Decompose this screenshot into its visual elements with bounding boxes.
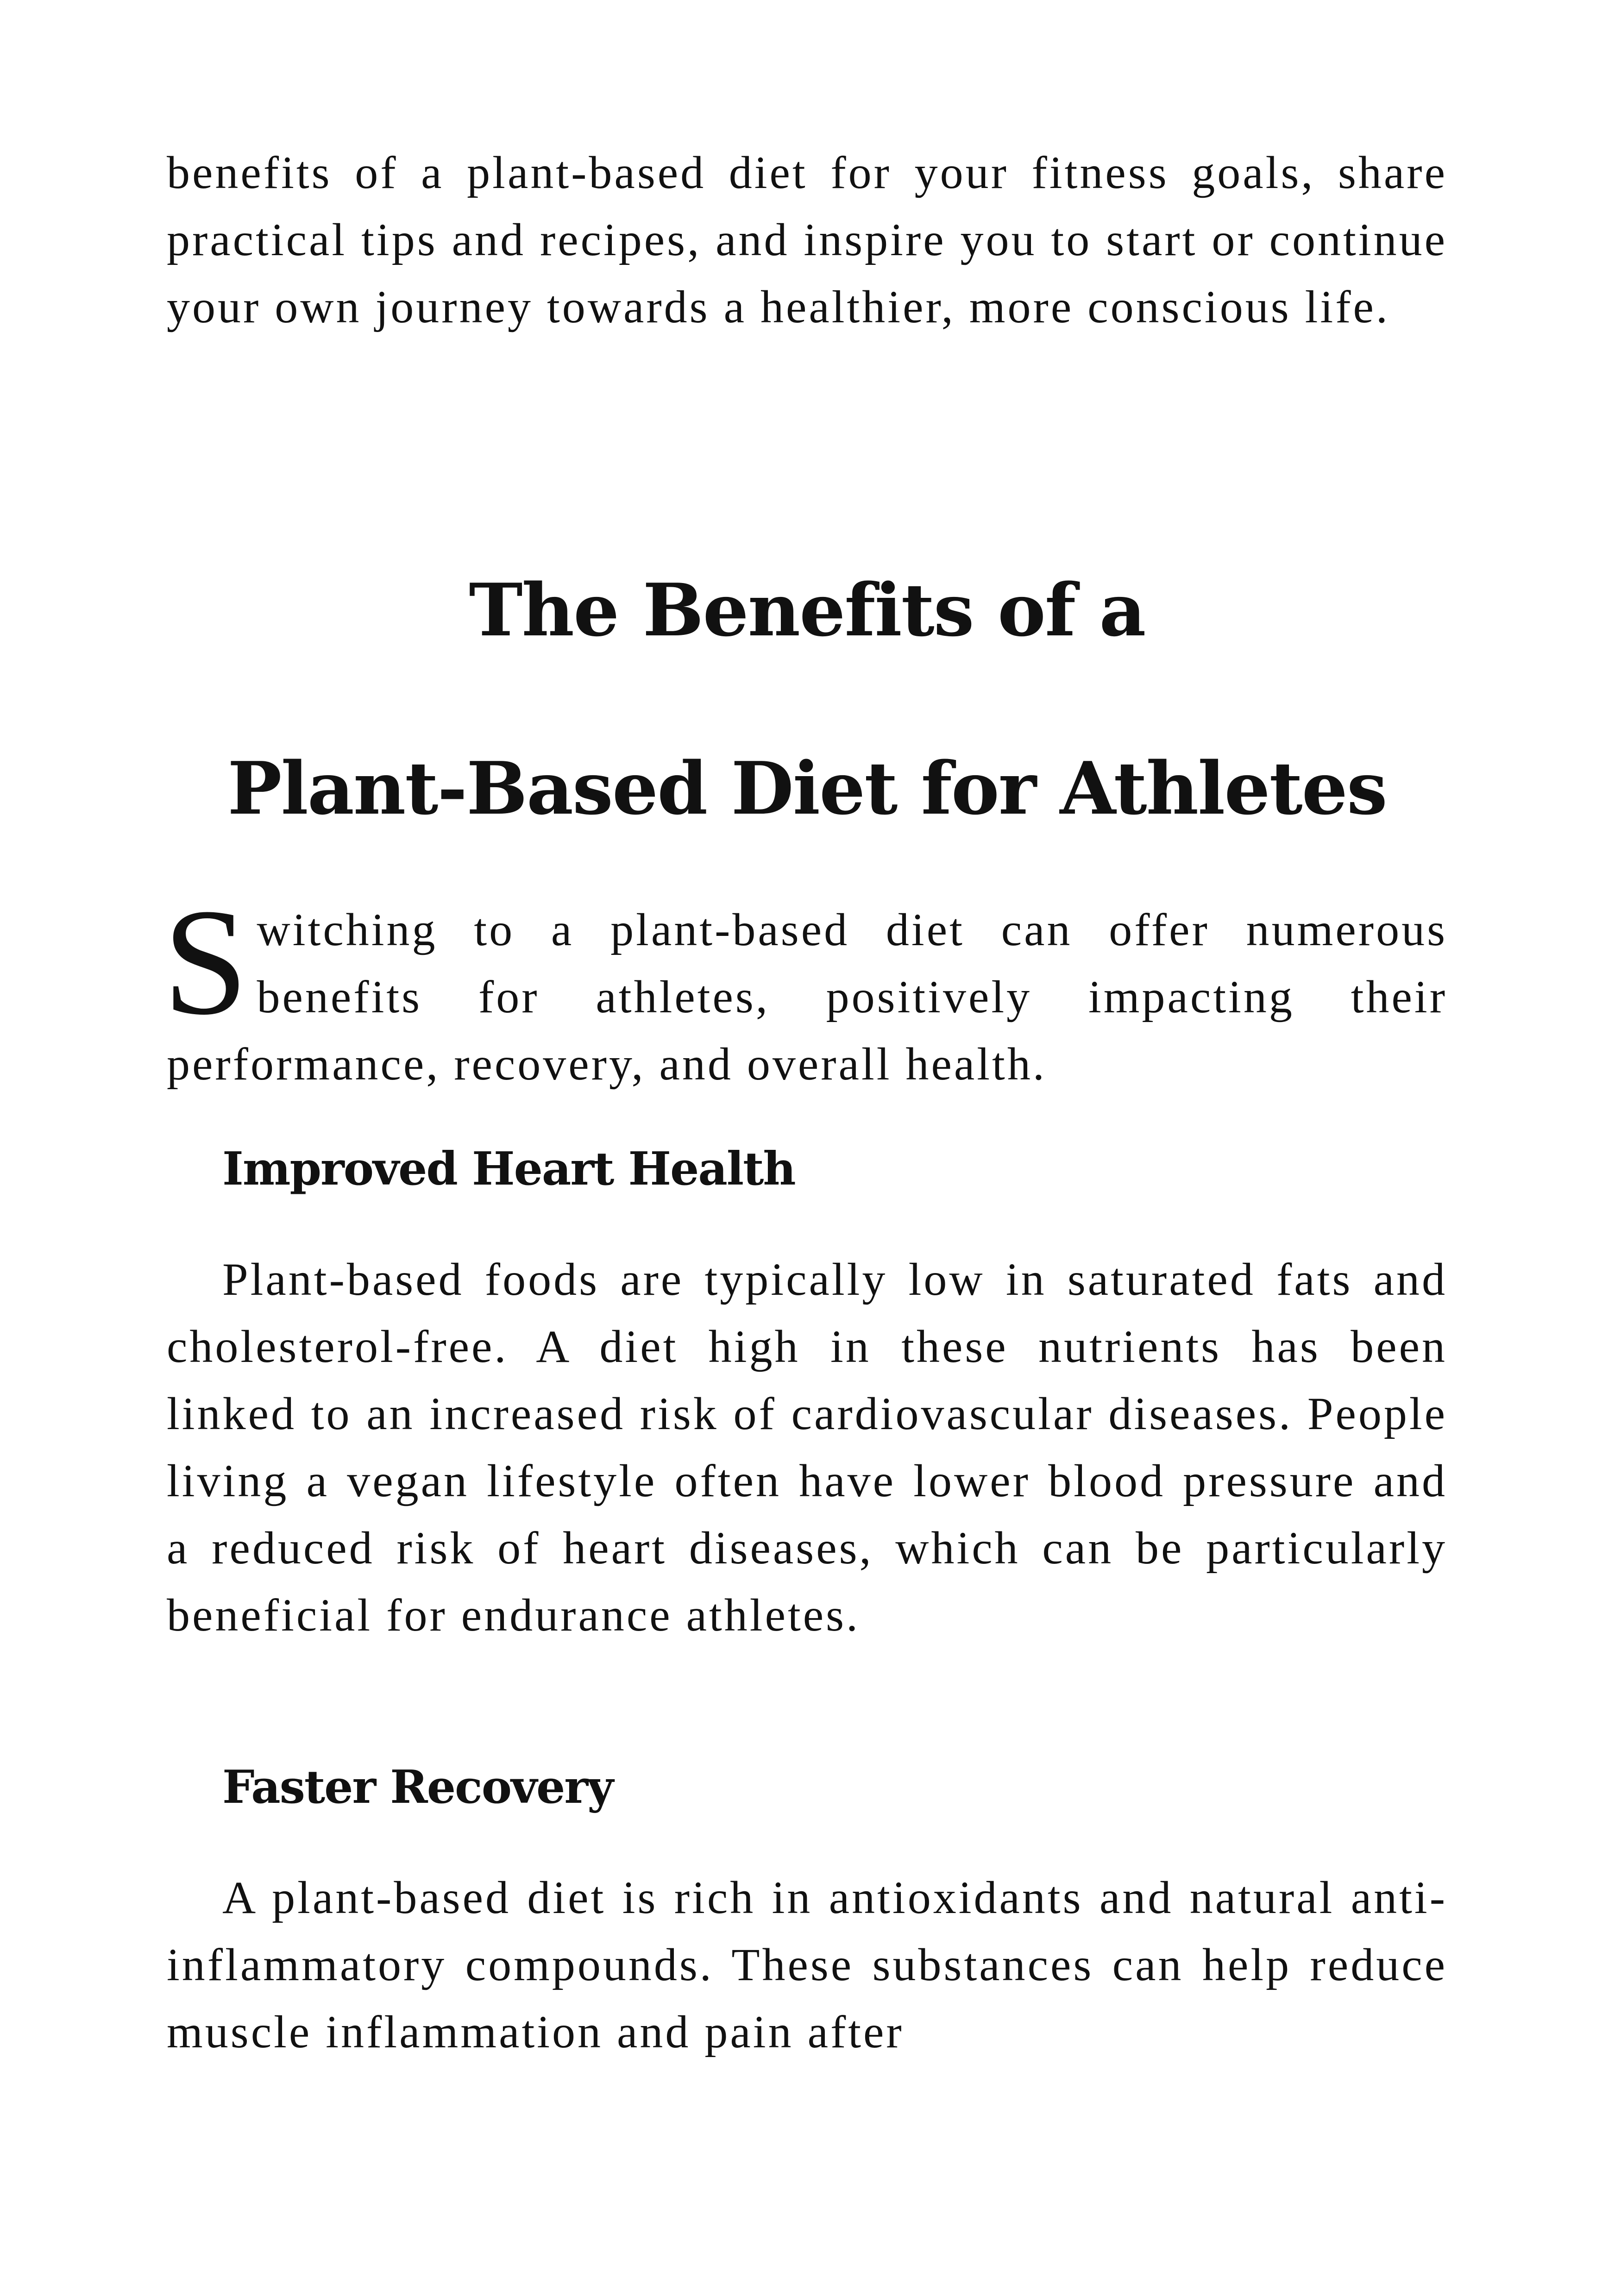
drop-cap-letter: S — [163, 878, 251, 1047]
intro-paragraph: benefits of a plant-based diet for your fitness goals, share practical tips and recipes, and inspire you to start or continue your own journey towards a healthier, more conscious life. — [167, 147, 1447, 332]
lead-paragraph — [163, 878, 1447, 1098]
section-heading-faster-recovery: Faster Recovery — [222, 1761, 613, 1814]
lead-paragraph-text: witching to a plant-based diet can offer numerous benefits for athletes, positively impacting their performance, recovery, and overall health. — [167, 904, 1447, 1090]
section-body-heart-health: Plant-based foods are typically low in saturated fats and cholesterol-free. A diet high in these nutrients has been linked to an increased risk of cardiovascular diseases. People living a vegan lifestyle often have lower blood pressure and a reduced risk of heart diseases, which can be particularly beneficial for endurance athletes. — [167, 1254, 1447, 1641]
section-heading-heart-health: Improved Heart Health — [222, 1142, 795, 1196]
chapter-title-line-1: The Benefits of a — [469, 568, 1145, 652]
chapter-title-line-2: Plant-Based Diet for Athletes — [227, 746, 1387, 831]
chapter-title — [167, 521, 1447, 878]
section-body-faster-recovery: A plant-based diet is rich in antioxidants and natural anti-inflammatory compounds. These substances can help reduce muscle inflammation and pain after — [167, 1872, 1447, 2058]
